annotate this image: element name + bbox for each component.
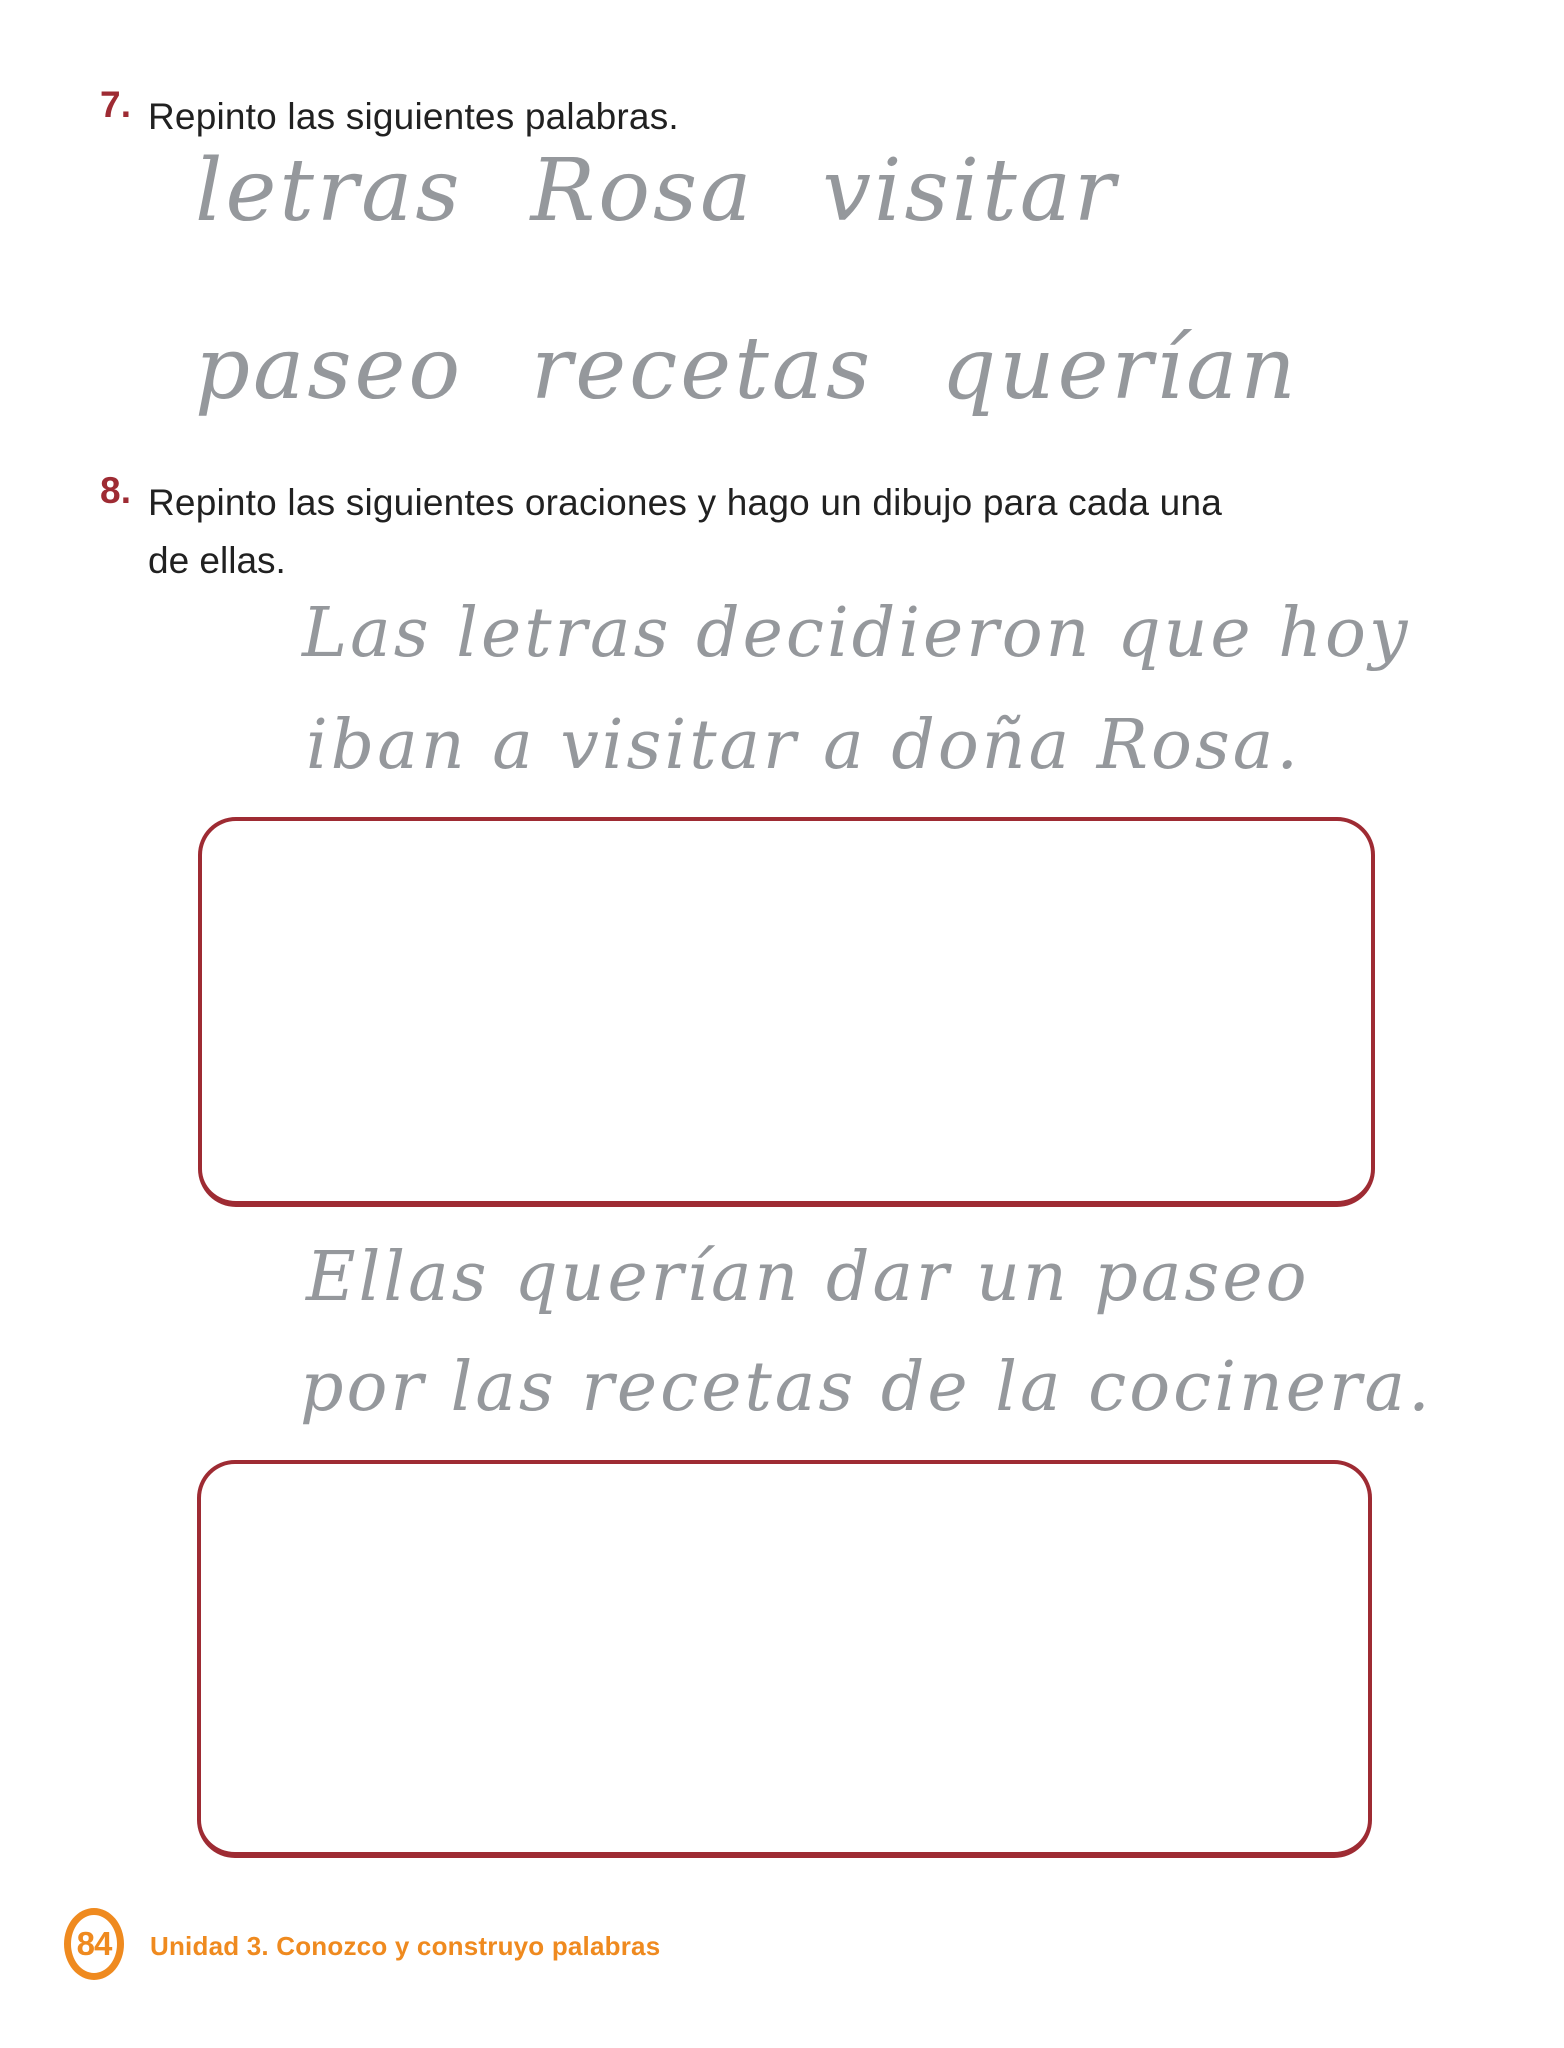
exercise8-instruction-line2: de ellas. (148, 540, 286, 581)
trace-words-row-1 (195, 141, 1119, 241)
trace-words-row-2 (195, 319, 1299, 419)
exercise7-number: 7. (100, 84, 132, 125)
trace-word: querían (941, 319, 1299, 419)
page-number: 84 (76, 1925, 112, 1962)
exercise8-instruction-line1: Repinto las siguientes oraciones y hago un dibujo para cada una (148, 482, 1223, 523)
drawing-box-2[interactable] (197, 1460, 1372, 1858)
trace-word: Rosa (530, 141, 755, 241)
trace-sentence2-line1: Ellas querían dar un paseo (306, 1238, 1310, 1317)
unit-title: Unidad 3. Conozco y construyo palabras (150, 1931, 661, 1961)
drawing-box-1[interactable] (198, 817, 1375, 1207)
trace-sentence1-line1: Las letras decidieron que hoy (302, 594, 1411, 673)
exercise7-instruction: Repinto las siguientes palabras. (148, 96, 679, 137)
trace-sentence2-line2: por las recetas de la cocinera. (300, 1348, 1433, 1427)
trace-sentence1-line2: iban a visitar a doña Rosa. (306, 706, 1301, 785)
trace-word: recetas (531, 319, 874, 419)
exercise8-heading (100, 470, 1222, 536)
trace-word: letras (195, 141, 463, 241)
page-number-badge (64, 1908, 124, 1980)
trace-word: visitar (822, 141, 1119, 241)
exercise8-number: 8. (100, 470, 132, 511)
trace-word: paseo (195, 319, 464, 419)
